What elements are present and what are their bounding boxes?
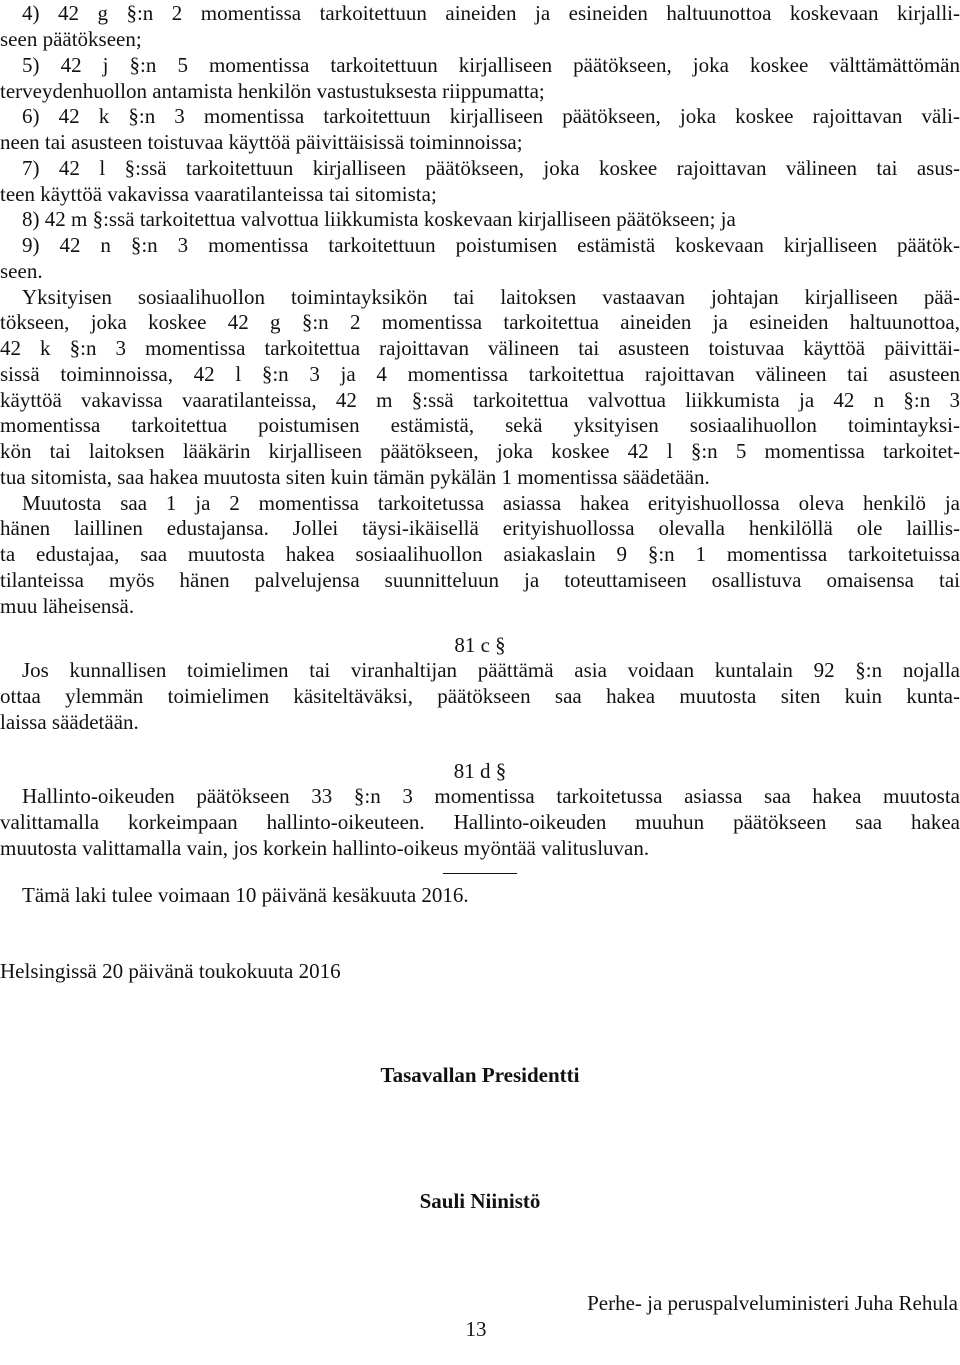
signature-name: Sauli Niinistö	[419, 1189, 541, 1213]
paragraph-line: Yksityisen sosiaalihuollon toimintayksikön tai laitoksen vastaavan johtajan kirjalliseen pää-	[22, 285, 960, 309]
paragraph-line: kön tai laitoksen lääkärin kirjalliseen päätökseen, joka koskee 42 l §:n 5 momentissa tarkoitet-	[0, 439, 960, 463]
list-item-6: 6) 42 k §:n 3 momentissa tarkoitettuun kirjalliseen päätökseen, joka koskee rajoittavan väli-	[22, 104, 960, 128]
paragraph-line: hänen laillinen edustajansa. Jollei täysi-ikäisellä erityishuollossa olevalla henkilöllä ole laillis-	[0, 516, 960, 540]
list-item-9-cont: seen.	[0, 259, 43, 283]
paragraph-line: muutosta valittamalla vain, jos korkein hallinto-oikeus myöntää valitusluvan.	[0, 836, 650, 860]
list-item-6-cont: neen tai asusteen toistuvaa käyttöä päivittäisissä toiminnoissa;	[0, 130, 523, 154]
place-and-date: Helsingissä 20 päivänä toukokuuta 2016	[0, 959, 341, 983]
list-item-5-cont: terveydenhuollon antamista henkilön vastustuksesta riippumatta;	[0, 79, 545, 103]
paragraph-line: ottaa ylemmän toimielimen käsiteltäväksi, päätökseen saa hakea muutosta siten kuin kunta-	[0, 684, 960, 708]
entry-into-force: Tämä laki tulee voimaan 10 päivänä kesäkuuta 2016.	[22, 883, 469, 907]
paragraph-line: Jos kunnallisen toimielimen tai viranhaltijan päättämä asia voidaan kuntalain 92 §:n nojalla	[22, 658, 960, 682]
minister-signature: Perhe- ja peruspalveluministeri Juha Rehula	[587, 1291, 958, 1315]
list-item-4-cont: seen päätökseen;	[0, 27, 142, 51]
paragraph-line: Hallinto-oikeuden päätökseen 33 §:n 3 momentissa tarkoitetussa asiassa saa hakea muutosta	[22, 784, 960, 808]
list-item-9: 9) 42 n §:n 3 momentissa tarkoitettuun poistumisen estämistä koskevaan kirjalliseen päätök-	[22, 233, 960, 257]
signature-title: Tasavallan Presidentti	[380, 1063, 580, 1087]
paragraph-line: laissa säädetään.	[0, 710, 139, 734]
paragraph-line: ta edustajaa, saa muutosta hakea sosiaalihuollon asiakaslain 9 §:n 1 momentissa tarkoitetuissa	[0, 542, 960, 566]
paragraph-line: sissä toiminnoissa, 42 l §:n 3 ja 4 momentissa tarkoitettua rajoittavan välineen tai asusteen	[0, 362, 960, 386]
list-item-7: 7) 42 l §:ssä tarkoitettuun kirjalliseen päätökseen, joka koskee rajoittavan välineen tai asus-	[22, 156, 960, 180]
list-item-8: 8) 42 m §:ssä tarkoitettua valvottua liikkumista koskevaan kirjalliseen päätökseen; ja	[22, 207, 736, 231]
section-heading-81d: 81 d §	[453, 759, 507, 783]
paragraph-line: valittamalla korkeimpaan hallinto-oikeuteen. Hallinto-oikeuden muuhun päätökseen saa hakea	[0, 810, 960, 834]
list-item-5: 5) 42 j §:n 5 momentissa tarkoitettuun kirjalliseen päätökseen, joka koskee välttämättömän	[22, 53, 960, 77]
paragraph-line: Muutosta saa 1 ja 2 momentissa tarkoitetussa asiassa hakea erityishuollossa oleva henkilö ja	[22, 491, 960, 515]
list-item-4: 4) 42 g §:n 2 momentissa tarkoitettuun aineiden ja esineiden haltuunottoa koskevaan kirjalli-	[22, 1, 960, 25]
section-heading-81c: 81 c §	[454, 633, 506, 657]
list-item-7-cont: teen käyttöä vakavissa vaaratilanteissa tai sitomista;	[0, 182, 437, 206]
section-divider	[443, 873, 517, 874]
paragraph-line: momentissa tarkoitettua poistumisen estämistä, sekä yksityisen sosiaalihuollon toimintayksi-	[0, 413, 960, 437]
paragraph-line: tilanteissa myös hänen palvelujensa suunnitteluun ja toteuttamiseen osallistuva omaisensa tai	[0, 568, 960, 592]
paragraph-line: muu läheisensä.	[0, 594, 135, 618]
page-number: 13	[465, 1317, 487, 1341]
paragraph-line: 42 k §:n 3 momentissa tarkoitettua rajoittavan välineen tai asusteen toistuvaa käyttöä päivittäi-	[0, 336, 960, 360]
paragraph-line: tökseen, joka koskee 42 g §:n 2 momentissa tarkoitettua aineiden ja esineiden haltuunottoa,	[0, 310, 960, 334]
paragraph-line: tua sitomista, saa hakea muutosta siten kuin tämän pykälän 1 momentissa säädetään.	[0, 465, 710, 489]
paragraph-line: käyttöä vakavissa vaaratilanteissa, 42 m §:ssä tarkoitettua valvottua liikkumista ja 42 n §:n 3	[0, 388, 960, 412]
